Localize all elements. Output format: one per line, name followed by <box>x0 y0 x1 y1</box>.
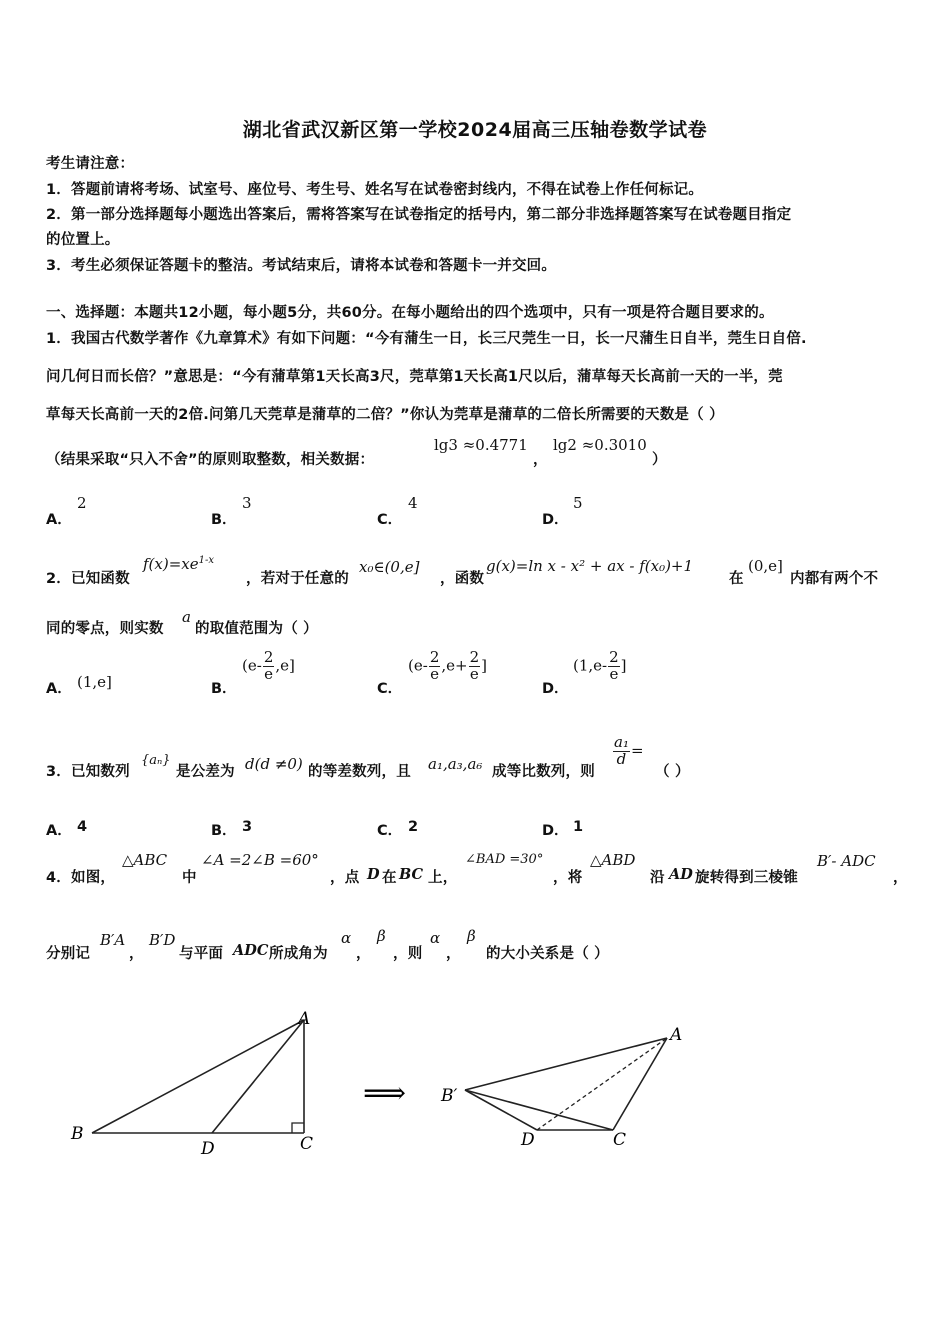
label-b-left: B <box>71 1124 84 1144</box>
q4-plane-adc: ADC <box>233 942 269 959</box>
q3-sequence: {aₙ} <box>141 753 171 768</box>
q3-text-4: 成等比数列，则 <box>492 764 595 780</box>
q1-comma: ， <box>533 452 548 468</box>
q1-line-1: 1．我国古代数学著作《九章算术》有如下问题：“今有蒲生一日，长三尺莞生一日，长一尺蒲生日自半，莞生日自倍. <box>46 331 807 347</box>
edge-ad <box>212 1020 304 1133</box>
q1-option-c-label[interactable]: C． <box>377 512 403 528</box>
q4-text-5: 上， <box>428 870 458 886</box>
q1-line-4-text: （结果采取“只入不舍”的原则取整数，相关数据： <box>46 452 375 468</box>
edge-b-a <box>465 1038 667 1090</box>
q3-text-2: 是公差为 <box>176 764 235 780</box>
q2-option-d-label[interactable]: D． <box>542 681 569 697</box>
label-b-prime: B′ <box>441 1086 458 1106</box>
q1-option-d-value: 5 <box>573 494 583 512</box>
q1-option-a-label[interactable]: A． <box>46 512 72 528</box>
notice-heading: 考生请注意： <box>46 156 135 172</box>
q4-text-7: 沿 <box>650 870 665 886</box>
q4-text-8: 旋转得到三棱锥 <box>695 870 798 886</box>
q4-segment-bc: BC <box>399 866 424 883</box>
q2-f-def: $f(x)=xe^{1-x}$ <box>143 555 215 573</box>
q2-interval: (0,e] <box>748 557 783 575</box>
q4-pyramid: B′- ADC <box>817 852 876 870</box>
q1-option-b-value: 3 <box>242 494 252 512</box>
q4-edge-bd: B′D <box>149 931 176 949</box>
q2-g-def: g(x)=ln x - x² + ax - f(x₀)+1 <box>486 557 694 575</box>
q4-text-6: ，将 <box>553 870 583 886</box>
q1-option-b-label[interactable]: B． <box>211 512 237 528</box>
right-angle-mark <box>292 1123 304 1133</box>
q3-option-c-label[interactable]: C． <box>377 823 403 839</box>
q1-close: ） <box>652 452 667 468</box>
q2-x0-domain: x₀∈(0,e] <box>359 558 420 576</box>
edge-b-d <box>465 1090 537 1130</box>
edge-ba <box>92 1020 304 1133</box>
q2-option-d-value: (1,e- $\frac{2}{e}$ ] <box>573 648 627 683</box>
q4-point-d: D <box>367 866 380 883</box>
transform-arrow-icon: ⟹ <box>363 1076 407 1111</box>
q3-option-d-label[interactable]: D． <box>542 823 569 839</box>
q2-param-a: a <box>182 608 191 626</box>
q4-line-2-text-5: 的大小关系是（ ） <box>486 946 609 962</box>
q4-line-2-text-4: ，则 <box>393 946 423 962</box>
q4-alpha-2: α <box>430 929 441 947</box>
q2-text-3: ，函数 <box>440 571 485 587</box>
q1-lg3: lg3 ≈0.4771 <box>434 436 528 454</box>
q2-line-2-text: 同的零点，则实数 <box>46 621 164 637</box>
section-heading: 一、选择题：本题共12小题，每小题5分，共60分。在每小题给出的四个选项中，只有一项是符合题目要求的。 <box>46 305 774 321</box>
q4-segment-ad: AD <box>669 866 693 883</box>
edge-b-c <box>465 1090 613 1130</box>
notice-item-2-cont: 的位置上。 <box>46 232 120 248</box>
q4-beta: β <box>377 927 386 945</box>
q3-text-1: 3．已知数列 <box>46 764 130 780</box>
q3-text-5: （ ） <box>655 764 690 780</box>
q3-option-a-label[interactable]: A． <box>46 823 72 839</box>
q3-option-c-value: 2 <box>408 819 419 835</box>
q3-option-a-value: 4 <box>77 819 88 835</box>
q4-text-4: 在 <box>382 870 397 886</box>
q1-option-a-value: 2 <box>77 494 87 512</box>
q2-text-1: 2．已知函数 <box>46 571 130 587</box>
q3-option-b-label[interactable]: B． <box>211 823 237 839</box>
q4-edge-ba: B′A <box>100 931 126 949</box>
q4-line-2-comma-3: ， <box>446 946 461 962</box>
q4-line-2-comma-2: ， <box>356 946 371 962</box>
q2-option-b-value: (e- $\frac{2}{e}$ ,e] <box>242 648 295 683</box>
notice-item-2: 2．第一部分选择题每小题选出答案后，需将答案写在试卷指定的括号内，第二部分非选择题答案写在试卷题目指定 <box>46 207 792 223</box>
q2-line-2-end: 的取值范围为（ ） <box>195 621 318 637</box>
q4-alpha: α <box>341 929 352 947</box>
q2-option-c-label[interactable]: C． <box>377 681 403 697</box>
q2-text-4: 在 <box>729 571 744 587</box>
q3-option-b-value: 3 <box>242 819 253 835</box>
q4-text-9: ， <box>893 870 908 886</box>
label-d-right: D <box>521 1130 535 1150</box>
q4-triangle-abd: △ABD <box>590 851 636 869</box>
q4-line-2-text-3: 所成角为 <box>269 946 328 962</box>
page-title: 湖北省武汉新区第一学校2024届高三压轴卷数学试卷 <box>242 119 708 141</box>
q1-lg2: lg2 ≈0.3010 <box>553 436 647 454</box>
q4-text-2: 中 <box>182 870 197 886</box>
q3-text-3: 的等差数列，且 <box>308 764 411 780</box>
q1-option-c-value: 4 <box>408 494 418 512</box>
q2-option-b-label[interactable]: B． <box>211 681 237 697</box>
q2-option-a-value: (1,e] <box>77 673 112 691</box>
q2-option-a-label[interactable]: A． <box>46 681 72 697</box>
q4-triangle-abc: △ABC <box>122 851 168 869</box>
q4-text-3: ，点 <box>330 870 360 886</box>
notice-item-1: 1．答题前请将考场、试室号、座位号、考生号、姓名写在试卷密封线内，不得在试卷上作任何标记。 <box>46 182 704 198</box>
q4-beta-2: β <box>467 927 476 945</box>
q4-figure <box>0 990 950 1170</box>
edge-a-c <box>613 1038 667 1130</box>
edge-a-d-hidden <box>537 1038 667 1130</box>
q4-line-2-comma-1: ， <box>129 946 144 962</box>
q1-option-d-label[interactable]: D． <box>542 512 569 528</box>
label-d-left: D <box>201 1139 215 1159</box>
label-c-right: C <box>613 1130 627 1150</box>
q1-line-3: 草每天长高前一天的2倍.问第几天莞草是蒲草的二倍？”你认为莞草是蒲草的二倍长所需要的天数是（ ） <box>46 407 724 423</box>
notice-item-3: 3．考生必须保证答题卡的整洁。考试结束后，请将本试卷和答题卡一并交回。 <box>46 258 557 274</box>
label-a-left: A <box>298 1009 311 1029</box>
q3-common-diff: d(d ≠0) <box>245 755 303 773</box>
q4-line-2-text-1: 分别记 <box>46 946 91 962</box>
q3-option-d-value: 1 <box>573 819 584 835</box>
q2-text-5: 内都有两个不 <box>790 571 879 587</box>
label-a-right: A <box>670 1025 683 1045</box>
q4-line-2-text-2: 与平面 <box>179 946 224 962</box>
q2-text-2: ，若对于任意的 <box>246 571 349 587</box>
q4-angle-relation: ∠A =2∠B =60° <box>201 851 319 869</box>
q4-text-1: 4．如图， <box>46 870 116 886</box>
q4-angle-bad: ∠BAD =30° <box>465 852 544 867</box>
label-c-left: C <box>300 1134 314 1154</box>
q2-option-c-value: (e- $\frac{2}{e}$ ,e+ $\frac{2}{e}$ ] <box>408 648 487 683</box>
q1-line-2: 问几何日而长倍？”意思是：“今有蒲草第1天长高3尺，莞草第1天长高1尺以后，蒲草每天长高前一天的一半，莞 <box>46 369 783 385</box>
q3-fraction: $\frac{\text{a₁}}{d}$ = <box>614 733 644 768</box>
q3-terms: a₁,a₃,a₆ <box>428 755 483 773</box>
